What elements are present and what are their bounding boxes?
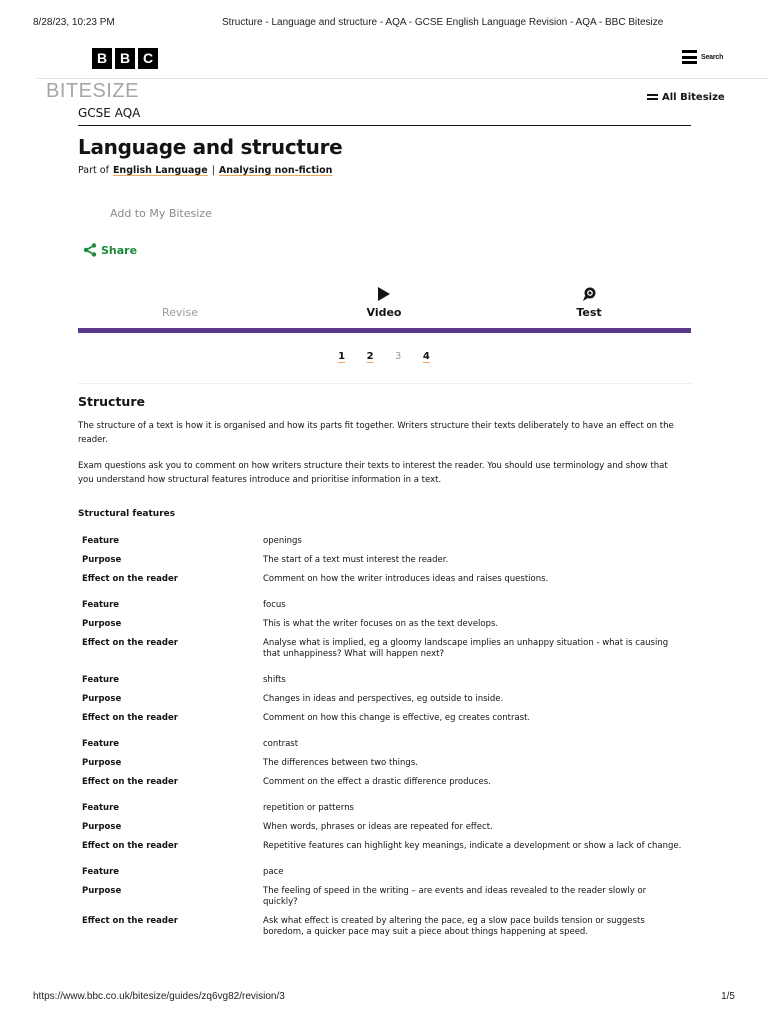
crumb-english-language[interactable]: English Language bbox=[112, 165, 208, 176]
effect-value: Analyse what is implied, eg a gloomy landscape implies an unhappy situation - what is causing that unhappiness? What will happen next? bbox=[263, 638, 669, 659]
board-label: AQA bbox=[114, 106, 141, 120]
tab-label: Video bbox=[366, 306, 402, 319]
effect-label: Effect on the reader bbox=[82, 777, 178, 787]
all-bitesize-label: All Bitesize bbox=[662, 92, 725, 103]
table-row bbox=[78, 532, 691, 551]
guide-tabs bbox=[78, 284, 691, 328]
effect-value: Repetitive features can highlight key meanings, indicate a development or show a lack of change. bbox=[263, 841, 682, 851]
section-heading: Structure bbox=[78, 394, 145, 409]
feature-value: openings bbox=[263, 536, 302, 546]
tab-test[interactable] bbox=[487, 284, 691, 328]
crumb-separator: | bbox=[211, 165, 215, 176]
feature-label: Feature bbox=[82, 739, 120, 749]
feature-value: focus bbox=[263, 600, 286, 610]
feature-label: Feature bbox=[82, 600, 120, 610]
purpose-label: Purpose bbox=[82, 822, 122, 832]
level-divider bbox=[78, 125, 691, 126]
feature-value: contrast bbox=[263, 739, 299, 749]
page-link-1[interactable]: 1 bbox=[338, 351, 346, 362]
feature-group bbox=[78, 735, 691, 792]
feature-label: Feature bbox=[82, 867, 120, 877]
purpose-label: Purpose bbox=[82, 694, 122, 704]
feature-value: shifts bbox=[263, 675, 286, 685]
feature-group bbox=[78, 596, 691, 664]
table-row bbox=[78, 634, 691, 664]
tab-video[interactable] bbox=[282, 284, 486, 328]
table-row bbox=[78, 551, 691, 570]
feature-group bbox=[78, 799, 691, 856]
search-label: Search bbox=[701, 53, 724, 61]
table-row bbox=[78, 818, 691, 837]
part-of-breadcrumb bbox=[78, 165, 332, 176]
table-row bbox=[78, 799, 691, 818]
purpose-label: Purpose bbox=[82, 886, 122, 896]
level-breadcrumb[interactable] bbox=[78, 106, 140, 120]
feature-label: Feature bbox=[82, 675, 120, 685]
feature-group bbox=[78, 532, 691, 589]
feature-label: Feature bbox=[82, 536, 120, 546]
table-row bbox=[78, 882, 691, 912]
purpose-label: Purpose bbox=[82, 758, 122, 768]
tab-revise[interactable] bbox=[78, 284, 282, 328]
effect-value: Ask what effect is created by altering the pace, eg a slow pace builds tension or suggests boredom, a quicker pace may suit a piece about things happening at speed. bbox=[263, 916, 645, 937]
intro-paragraph: The structure of a text is how it is organised and how its parts fit together. Writers structure their texts deliberately to have an effect on the reader. bbox=[78, 421, 674, 445]
table-heading: Structural features bbox=[78, 509, 176, 519]
effect-value: Comment on the effect a drastic difference produces. bbox=[263, 777, 491, 787]
table-row bbox=[78, 912, 691, 942]
table-row bbox=[78, 837, 691, 856]
purpose-value: When words, phrases or ideas are repeated for effect. bbox=[263, 822, 493, 832]
topbar-divider bbox=[37, 78, 768, 79]
crumb-analysing-non-fiction[interactable]: Analysing non-fiction bbox=[218, 165, 333, 176]
share-icon bbox=[83, 243, 97, 257]
level-label: GCSE bbox=[78, 106, 111, 120]
bbc-logo[interactable] bbox=[92, 48, 158, 69]
effect-label: Effect on the reader bbox=[82, 916, 178, 926]
page-pagination bbox=[0, 351, 768, 362]
print-header bbox=[0, 17, 768, 31]
purpose-value: This is what the writer focuses on as the text develops. bbox=[263, 619, 499, 629]
purpose-value: The feeling of speed in the writing – are events and ideas revealed to the reader slowly or quickly? bbox=[263, 886, 647, 907]
structural-features-table bbox=[78, 532, 691, 949]
effect-label: Effect on the reader bbox=[82, 574, 178, 584]
quiz-icon bbox=[581, 286, 597, 302]
feature-value: repetition or patterns bbox=[263, 803, 354, 813]
effect-label: Effect on the reader bbox=[82, 713, 178, 723]
logo-letter: B bbox=[115, 48, 135, 69]
tab-label: Revise bbox=[162, 306, 198, 319]
print-datetime: 8/28/23, 10:23 PM bbox=[33, 17, 115, 28]
print-title: Structure - Language and structure - AQA - GCSE English Language Revision - AQA - BBC Bitesize bbox=[222, 17, 664, 28]
share-label: Share bbox=[101, 243, 138, 257]
menu-icon bbox=[647, 94, 658, 101]
part-of-label: Part of bbox=[78, 165, 109, 176]
purpose-value: The differences between two things. bbox=[263, 758, 418, 768]
feature-group bbox=[78, 863, 691, 942]
page-link-2[interactable]: 2 bbox=[366, 351, 374, 362]
purpose-value: The start of a text must interest the reader. bbox=[263, 555, 449, 565]
table-row bbox=[78, 773, 691, 792]
exam-paragraph: Exam questions ask you to comment on how writers structure their texts to interest the reader. You should use terminology and show that you understand how structural features introduce and prioritise information in a text. bbox=[78, 461, 668, 485]
effect-label: Effect on the reader bbox=[82, 841, 178, 851]
table-row bbox=[78, 596, 691, 615]
effect-value: Comment on how this change is effective, eg creates contrast. bbox=[263, 713, 531, 723]
table-row bbox=[78, 671, 691, 690]
feature-group bbox=[78, 671, 691, 728]
tabs-active-bar bbox=[78, 328, 691, 333]
table-row bbox=[78, 735, 691, 754]
purpose-label: Purpose bbox=[82, 619, 122, 629]
print-page-number: 1/5 bbox=[721, 991, 735, 1002]
content-divider bbox=[78, 383, 691, 384]
logo-letter: C bbox=[138, 48, 158, 69]
page-link-4[interactable]: 4 bbox=[422, 351, 430, 362]
table-row bbox=[78, 863, 691, 882]
purpose-value: Changes in ideas and perspectives, eg outside to inside. bbox=[263, 694, 504, 704]
tab-label: Test bbox=[576, 306, 602, 319]
add-to-my-bitesize-button[interactable]: Add to My Bitesize bbox=[110, 207, 212, 220]
search-button[interactable] bbox=[682, 50, 723, 64]
page-title: Language and structure bbox=[78, 135, 343, 159]
table-row bbox=[78, 615, 691, 634]
play-icon bbox=[377, 286, 391, 302]
share-button[interactable] bbox=[83, 243, 137, 257]
table-row bbox=[78, 754, 691, 773]
effect-value: Comment on how the writer introduces ideas and raises questions. bbox=[263, 574, 549, 584]
effect-label: Effect on the reader bbox=[82, 638, 178, 648]
bitesize-logo[interactable]: BITESIZE bbox=[46, 80, 139, 102]
print-url: https://www.bbc.co.uk/bitesize/guides/zq6vg82/revision/3 bbox=[33, 991, 285, 1002]
hamburger-icon bbox=[682, 50, 697, 64]
table-row bbox=[78, 690, 691, 709]
all-bitesize-button[interactable] bbox=[647, 92, 725, 103]
feature-label: Feature bbox=[82, 803, 120, 813]
feature-value: pace bbox=[263, 867, 284, 877]
table-row bbox=[78, 570, 691, 589]
print-footer bbox=[0, 991, 768, 1005]
bbc-topbar bbox=[0, 44, 768, 78]
logo-letter: B bbox=[92, 48, 112, 69]
page-current-3: 3 bbox=[395, 351, 402, 362]
table-row bbox=[78, 709, 691, 728]
purpose-label: Purpose bbox=[82, 555, 122, 565]
